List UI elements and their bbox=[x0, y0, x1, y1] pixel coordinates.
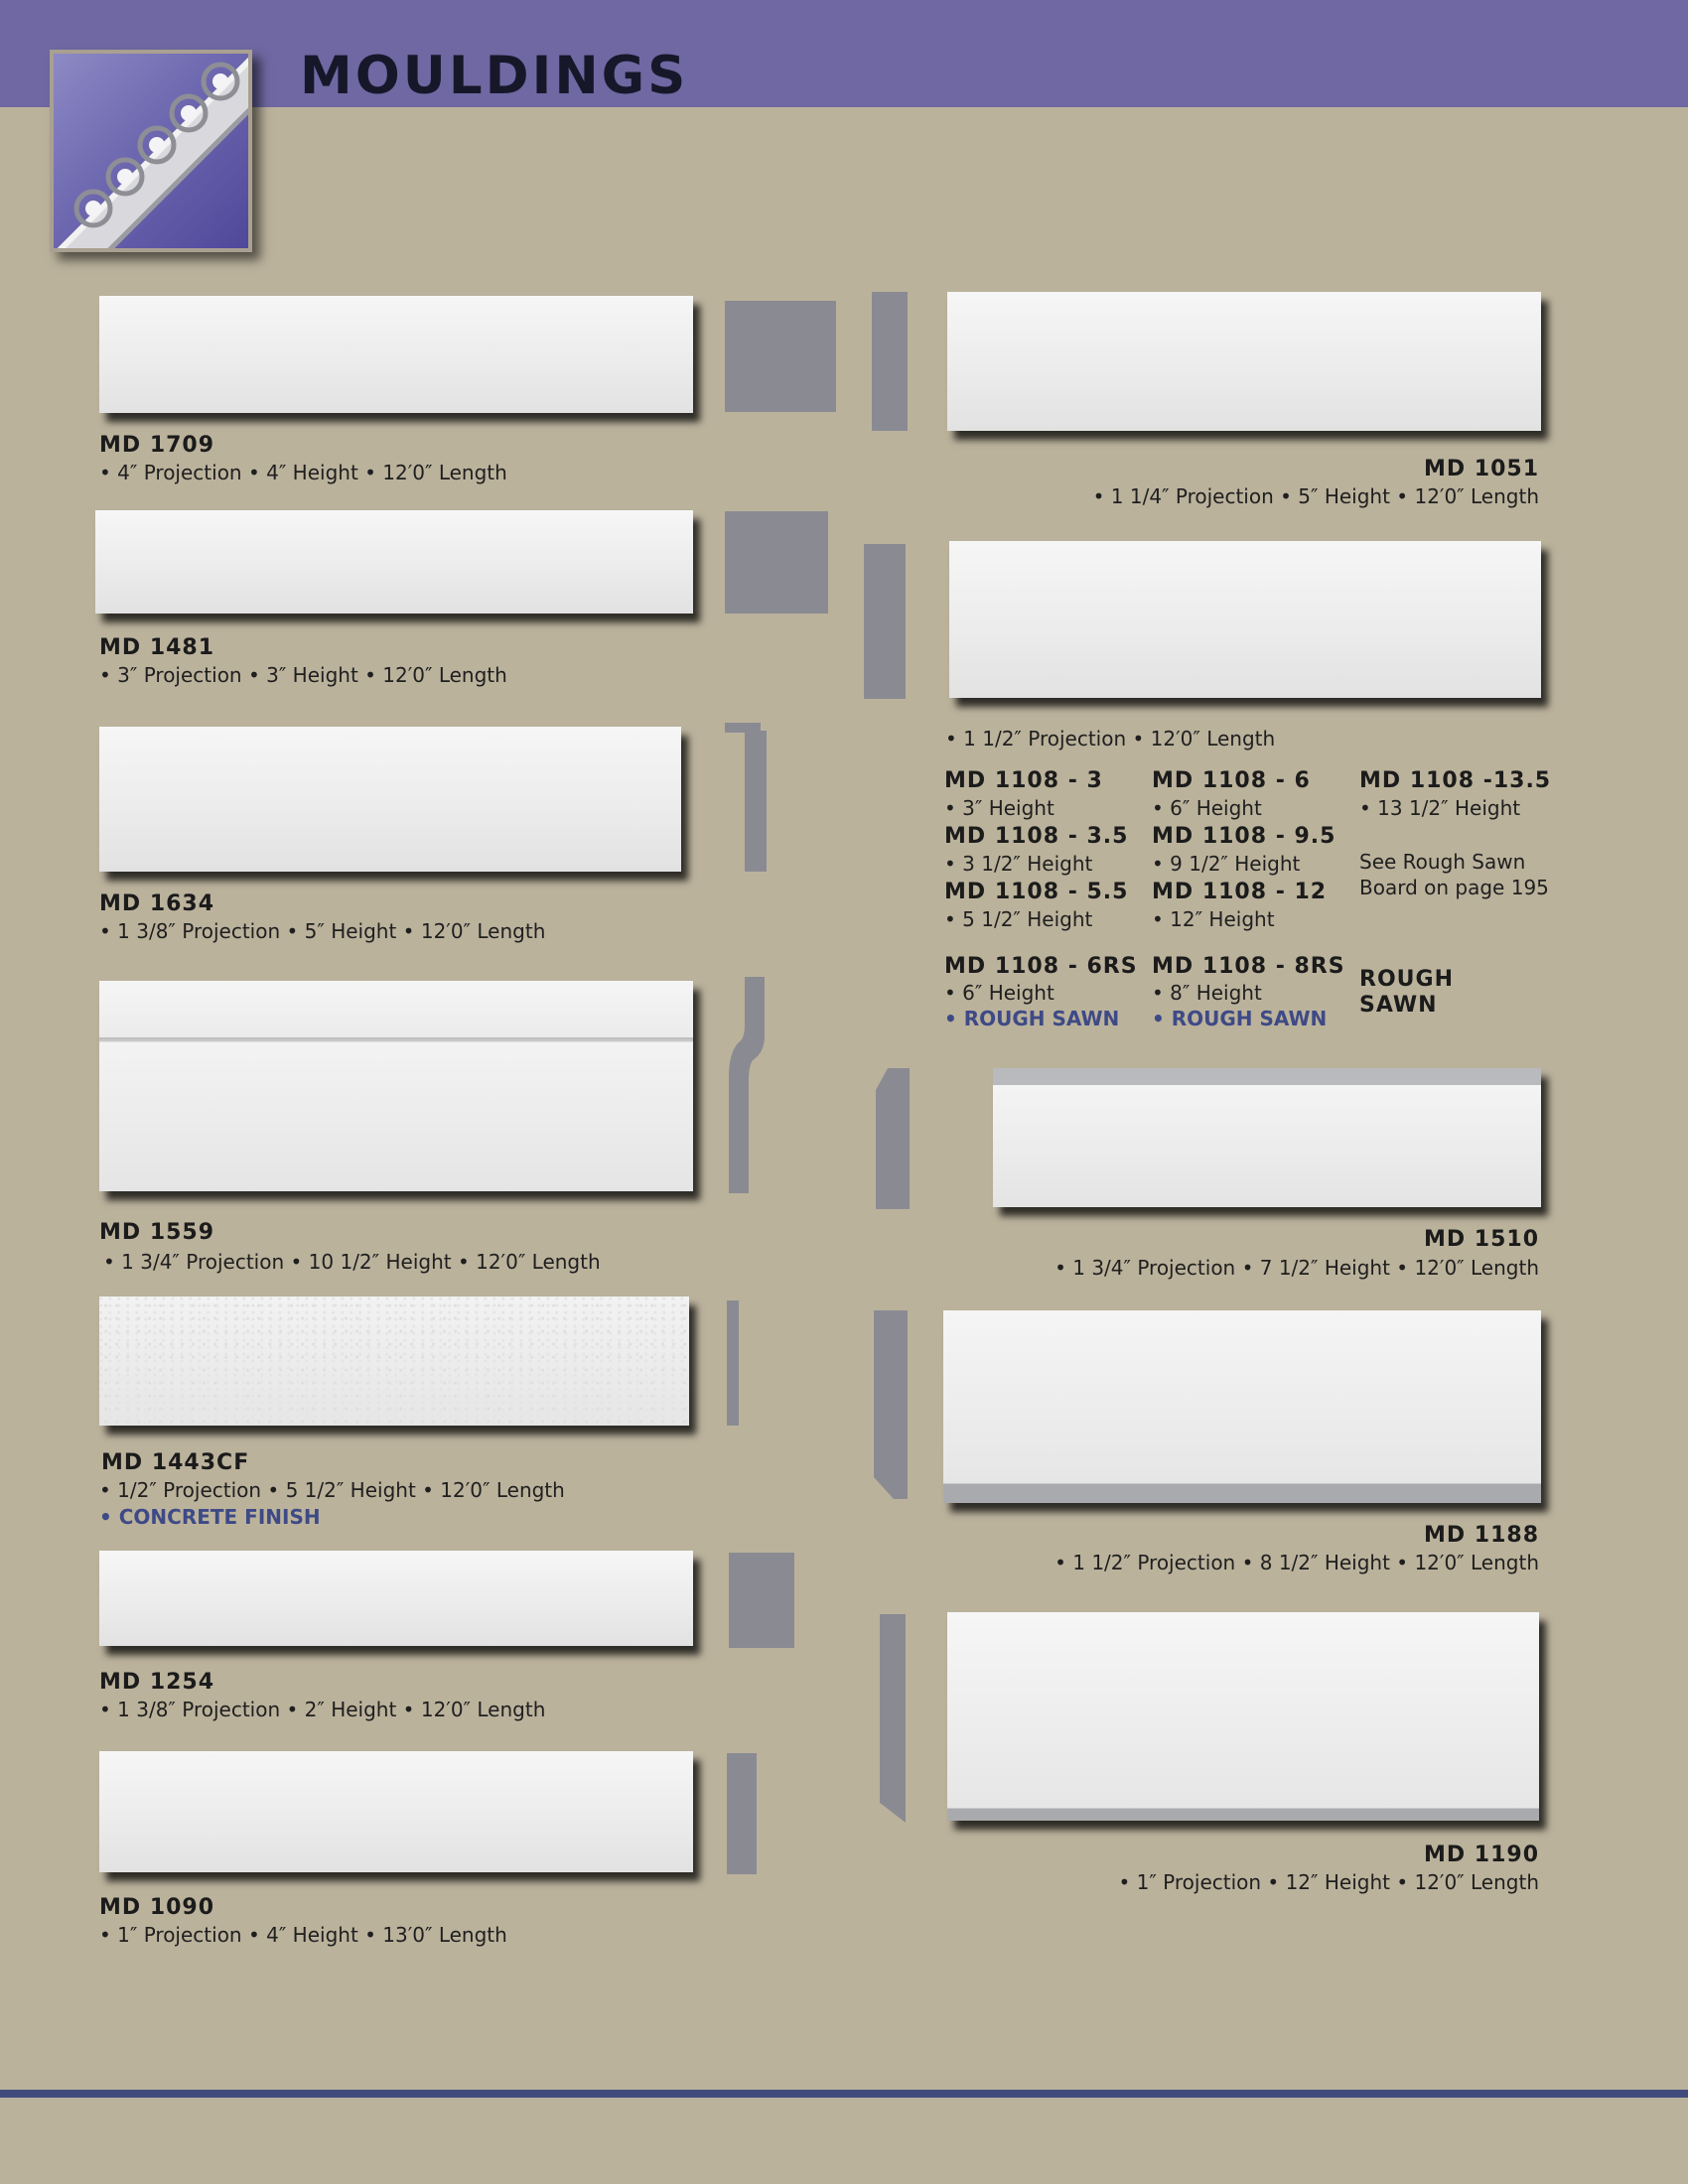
product-spec-md1190: • 1″ Projection • 12″ Height • 12′0″ Length bbox=[1118, 1870, 1539, 1894]
header-band bbox=[0, 0, 1688, 107]
product-spec-md1090: • 1″ Projection • 4″ Height • 13′0″ Length bbox=[99, 1923, 507, 1947]
product-code-md1481: MD 1481 bbox=[99, 635, 215, 660]
product-code-md1559: MD 1559 bbox=[99, 1220, 215, 1245]
product-spec-md1481: • 3″ Projection • 3″ Height • 12′0″ Length bbox=[99, 663, 507, 687]
product-spec-md1443cf: • 1/2″ Projection • 5 1/2″ Height • 12′0″ Length bbox=[99, 1478, 565, 1502]
moulding-image-md1188 bbox=[943, 1310, 1541, 1503]
variant-height-md1108-13-5: • 13 1/2″ Height bbox=[1359, 796, 1521, 820]
variant-height-md1108-3: • 3″ Height bbox=[944, 796, 1055, 820]
rough-sawn-label-line1: ROUGH bbox=[1359, 967, 1454, 992]
product-spec-md1634: • 1 3/8″ Projection • 5″ Height • 12′0″ Length bbox=[99, 919, 546, 943]
profile-md1481 bbox=[725, 511, 828, 614]
product-code-md1510: MD 1510 bbox=[1423, 1227, 1539, 1252]
variant-height-md1108-9-5: • 9 1/2″ Height bbox=[1152, 852, 1301, 876]
variant-code-md1108-6: MD 1108 - 6 bbox=[1152, 768, 1311, 793]
variant-finish-md1108-6rs: • ROUGH SAWN bbox=[944, 1007, 1120, 1030]
product-spec-md1559: • 1 3/4″ Projection • 10 1/2″ Height • 12′0″ Length bbox=[103, 1250, 601, 1274]
moulding-image-md1090 bbox=[99, 1751, 693, 1872]
moulding-image-md1559 bbox=[99, 981, 693, 1191]
variant-code-md1108-13-5: MD 1108 -13.5 bbox=[1359, 768, 1552, 793]
variant-code-md1108-5-5: MD 1108 - 5.5 bbox=[944, 880, 1129, 904]
moulding-image-md1443cf bbox=[99, 1297, 689, 1426]
moulding-image-md1634 bbox=[99, 727, 681, 872]
profile-md1090 bbox=[727, 1753, 759, 1874]
footer-rule bbox=[0, 2090, 1688, 2098]
variant-finish-md1108-8rs: • ROUGH SAWN bbox=[1152, 1007, 1328, 1030]
product-code-md1254: MD 1254 bbox=[99, 1670, 215, 1695]
variant-code-md1108-3: MD 1108 - 3 bbox=[944, 768, 1103, 793]
moulding-image-md1108 bbox=[949, 541, 1541, 698]
variant-height-md1108-6: • 6″ Height bbox=[1152, 796, 1262, 820]
moulding-image-md1254 bbox=[99, 1551, 693, 1646]
product-spec-md1108: • 1 1/2″ Projection • 12′0″ Length bbox=[945, 727, 1276, 751]
page-title: MOULDINGS bbox=[300, 46, 689, 106]
profile-md1559 bbox=[727, 977, 767, 1195]
variant-code-md1108-6rs: MD 1108 - 6RS bbox=[944, 954, 1138, 979]
moulding-image-md1510 bbox=[993, 1068, 1541, 1207]
variant-height-md1108-8rs: • 8″ Height bbox=[1152, 981, 1262, 1005]
variant-code-md1108-12: MD 1108 - 12 bbox=[1152, 880, 1328, 904]
rough-sawn-note-line1: See Rough Sawn bbox=[1359, 850, 1526, 874]
profile-md1108 bbox=[864, 544, 908, 699]
profile-md1709 bbox=[725, 301, 838, 412]
profile-md1188 bbox=[874, 1310, 910, 1501]
product-finish-md1443cf: • CONCRETE FINISH bbox=[99, 1505, 321, 1529]
product-code-md1090: MD 1090 bbox=[99, 1895, 215, 1920]
variant-code-md1108-3-5: MD 1108 - 3.5 bbox=[944, 824, 1129, 849]
rough-sawn-note-line2: Board on page 195 bbox=[1359, 876, 1549, 899]
product-code-md1188: MD 1188 bbox=[1423, 1523, 1539, 1548]
profile-md1443cf bbox=[727, 1300, 741, 1426]
moulding-image-md1051 bbox=[947, 292, 1541, 431]
profile-md1190 bbox=[880, 1614, 908, 1825]
product-spec-md1051: • 1 1/4″ Projection • 5″ Height • 12′0″ Length bbox=[1092, 484, 1539, 508]
profile-md1510 bbox=[876, 1068, 912, 1211]
moulding-ornament-image bbox=[50, 50, 252, 252]
moulding-image-md1481 bbox=[95, 510, 693, 614]
variant-height-md1108-3-5: • 3 1/2″ Height bbox=[944, 852, 1093, 876]
product-code-md1190: MD 1190 bbox=[1423, 1843, 1539, 1867]
variant-height-md1108-5-5: • 5 1/2″ Height bbox=[944, 907, 1093, 931]
product-code-md1709: MD 1709 bbox=[99, 433, 215, 458]
profile-md1051 bbox=[872, 292, 910, 431]
variant-code-md1108-9-5: MD 1108 - 9.5 bbox=[1152, 824, 1336, 849]
product-code-md1443cf: MD 1443CF bbox=[101, 1450, 250, 1475]
profile-md1254 bbox=[729, 1553, 794, 1650]
moulding-image-md1709 bbox=[99, 296, 693, 413]
product-code-md1634: MD 1634 bbox=[99, 891, 215, 916]
variant-code-md1108-8rs: MD 1108 - 8RS bbox=[1152, 954, 1345, 979]
product-spec-md1188: • 1 1/2″ Projection • 8 1/2″ Height • 12′0″ Length bbox=[1055, 1551, 1539, 1574]
product-code-md1051: MD 1051 bbox=[1423, 457, 1539, 481]
variant-height-md1108-6rs: • 6″ Height bbox=[944, 981, 1055, 1005]
moulding-image-md1190 bbox=[947, 1612, 1539, 1821]
variant-height-md1108-12: • 12″ Height bbox=[1152, 907, 1275, 931]
product-spec-md1254: • 1 3/8″ Projection • 2″ Height • 12′0″ Length bbox=[99, 1698, 546, 1721]
product-spec-md1510: • 1 3/4″ Projection • 7 1/2″ Height • 12′0″ Length bbox=[1055, 1256, 1539, 1280]
profile-md1634 bbox=[725, 723, 769, 872]
rough-sawn-label-line2: SAWN bbox=[1359, 993, 1438, 1018]
product-spec-md1709: • 4″ Projection • 4″ Height • 12′0″ Length bbox=[99, 461, 507, 484]
